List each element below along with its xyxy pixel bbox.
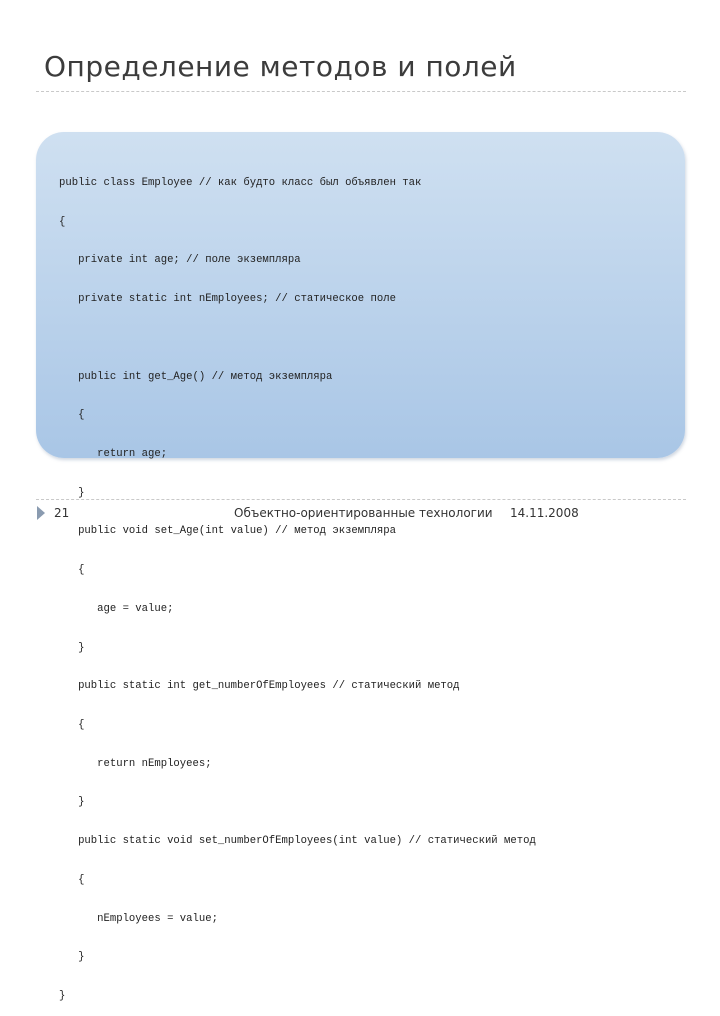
title-divider	[36, 91, 686, 92]
page-number: 21	[54, 506, 70, 520]
code-line: {	[59, 409, 85, 422]
code-line: nEmployees = value;	[59, 912, 218, 925]
code-line: private static int nEmployees; // статическое поле	[59, 292, 396, 305]
footer-course-title: Объектно-ориентированные технологии	[234, 506, 493, 520]
footer-arrow-icon	[37, 506, 45, 520]
code-line: }	[59, 990, 66, 1002]
code-line: return age;	[59, 447, 168, 460]
code-line: public int get_Age() // метод экземпляра	[59, 370, 333, 383]
code-line: }	[59, 951, 85, 964]
code-line: public void set_Age(int value) // метод экземпляра	[59, 525, 396, 538]
code-line-blank	[59, 332, 536, 345]
footer-divider	[36, 499, 686, 500]
slide-title: Определение методов и полей	[44, 50, 517, 83]
code-line: {	[59, 718, 85, 731]
code-line: }	[59, 796, 85, 809]
code-line: }	[59, 641, 85, 654]
code-line: {	[59, 564, 85, 577]
code-line: public static int get_numberOfEmployees // статический метод	[59, 680, 460, 693]
code-line: return nEmployees;	[59, 757, 212, 770]
code-line: {	[59, 215, 66, 228]
code-line: }	[59, 486, 85, 499]
footer-date: 14.11.2008	[510, 506, 579, 520]
code-line: age = value;	[59, 602, 174, 615]
code-block	[59, 151, 536, 1016]
code-line: {	[59, 873, 85, 886]
code-line: public static void set_numberOfEmployees(int value) // статический метод	[59, 835, 536, 848]
code-line: private int age; // поле экземпляра	[59, 254, 301, 267]
code-line: public class Employee // как будто класс был объявлен так	[59, 176, 422, 189]
